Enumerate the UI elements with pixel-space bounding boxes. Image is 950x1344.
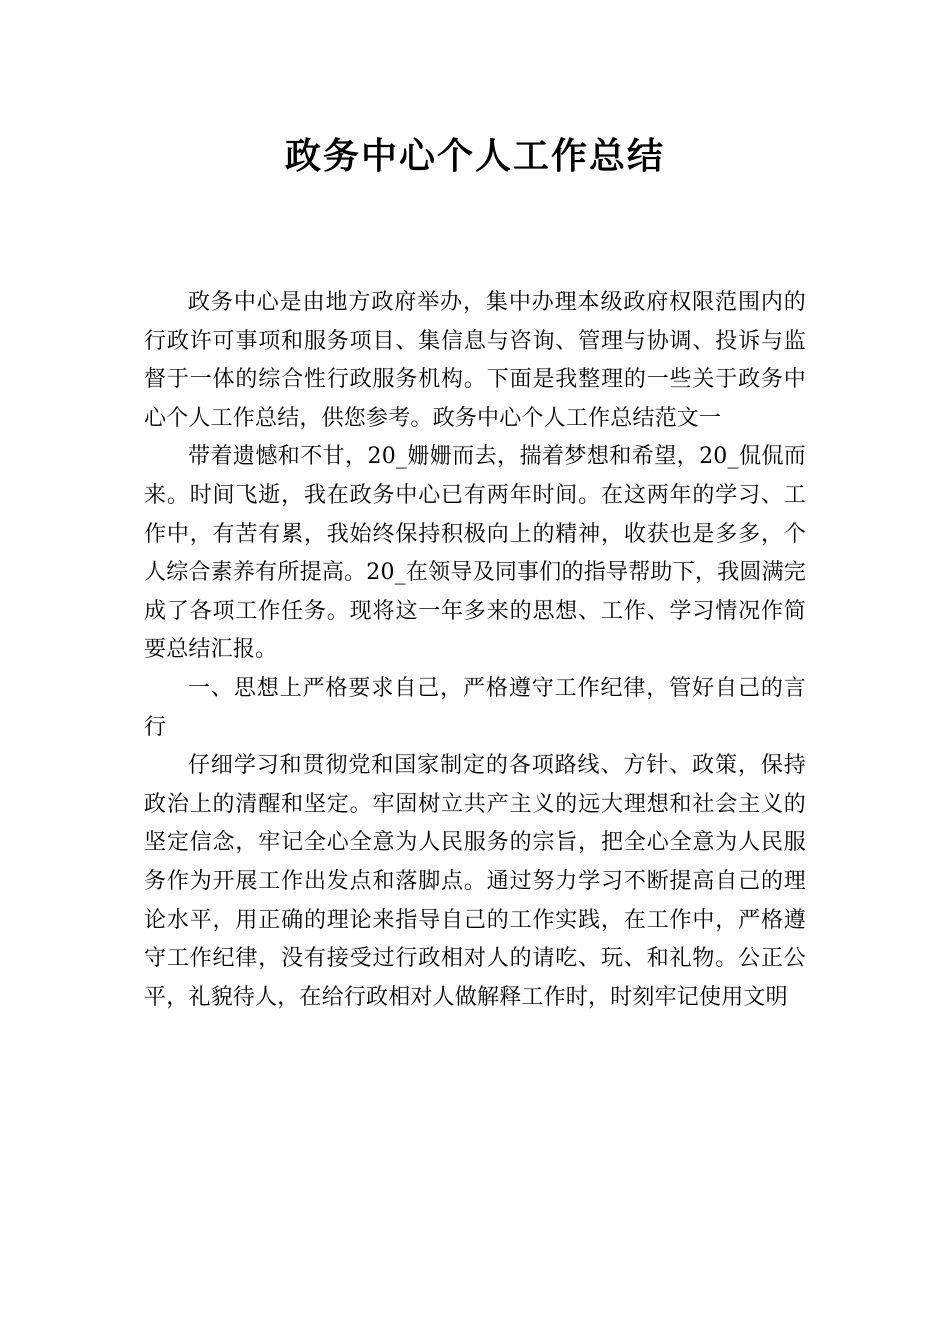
paragraph-intro: 政务中心是由地方政府举办，集中办理本级政府权限范围内的行政许可事项和服务项目、集信息与咨询、管理与协调、投诉与监督于一体的综合性行政服务机构。下面是我整理的一些关于政务中心个人工作总结，供您参考。政务中心个人工作总结范文一	[144, 290, 806, 431]
section-heading-1: 一、思想上严格要求自己，严格遵守工作纪律，管好自己的言行	[144, 675, 806, 740]
paragraph-section-1: 仔细学习和贯彻党和国家制定的各项路线、方针、政策，保持政治上的清醒和坚定。牢固树立共产主义的远大理想和社会主义的坚定信念，牢记全心全意为人民服务的宗旨，把全心全意为人民服务作为开展工作出发点和落脚点。通过努力学习不断提高自己的理论水平，用正确的理论来指导自己的工作实践，在工作中，严格遵守工作纪律，没有接受过行政相对人的请吃、玩、和礼物。公正公平，礼貌待人，在给行政相对人做解释工作时，时刻牢记使用文明	[144, 753, 806, 1010]
document-body	[144, 284, 806, 1017]
paragraph-overview: 带着遗憾和不甘，20_姗姗而去，揣着梦想和希望，20_侃侃而来。时间飞逝，我在政务中心已有两年时间。在这两年的学习、工作中，有苦有累，我始终保持积极向上的精神，收获也是多多，个人综合素养有所提高。20_在领导及同事们的指导帮助下，我圆满完成了各项工作任务。现将这一年多来的思想、工作、学习情况作简要总结汇报。	[144, 444, 806, 663]
document-title: 政务中心个人工作总结	[284, 136, 665, 177]
